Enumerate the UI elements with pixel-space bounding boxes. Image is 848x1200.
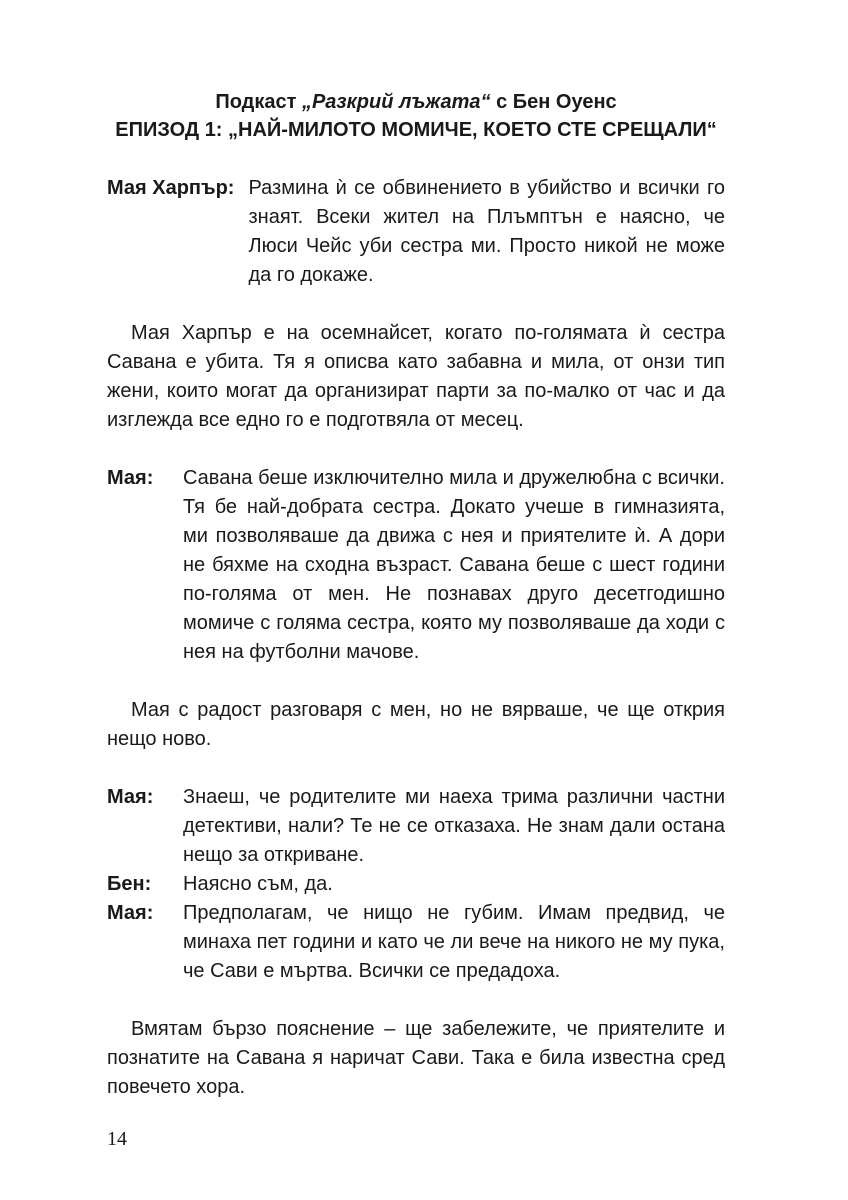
title-suffix: с Бен Оуенс [490, 91, 617, 113]
speech-text: Предполагам, че нищо не губим. Имам предвид, че минаха пет години и като че ли вече на никого не му пука, че Сави е мъртва. Всички се предадоха. [183, 902, 725, 982]
speech-text: Знаеш, че родителите ми наеха трима различни частни детективи, нали? Те не се отказаха. Не знам дали остана нещо за откриване. [183, 786, 725, 866]
title-prefix: Подкаст [215, 91, 302, 113]
speaker-label: Мая Харпър: [107, 177, 235, 199]
narration-paragraph: Мая Харпър е на осемнайсет, когато по-голямата ѝ сестра Савана е убита. Тя я описва като забавна и мила, от онзи тип жени, които могат да организират парти за по-малко от час и да изглежда все едно го е подготвяла от месец. [107, 322, 725, 431]
podcast-title [107, 88, 725, 116]
dialogue-block [107, 174, 725, 290]
dialogue-block [107, 783, 725, 986]
speaker-label: Мая: [107, 467, 154, 489]
speech-text: Размина ѝ се обвинението в убийство и всички го знаят. Всеки жител на Плъмптън е наясно, че Люси Чейс уби сестра ми. Просто никой не може да го докаже. [248, 177, 725, 286]
narration-paragraph: Вмятам бързо пояснение – ще забележите, че приятелите и познатите на Савана я наричат Сави. Така е била известна сред повечето хора. [107, 1018, 725, 1098]
speaker-label: Мая: [107, 786, 154, 808]
dialogue-block [107, 464, 725, 667]
title-italic: „Разкрий лъжата“ [301, 91, 491, 113]
narration-paragraph: Мая с радост разговаря с мен, но не вярваше, че ще открия нещо ново. [107, 699, 725, 750]
speech-text: Наясно съм, да. [183, 873, 333, 895]
page-number: 14 [107, 1128, 127, 1150]
speaker-label: Бен: [107, 873, 152, 895]
speech-text: Савана беше изключително мила и дружелюбна с всички. Тя бе най-добрата сестра. Докато учеше в гимназията, ми позволяваше да движа с нея и приятелите ѝ. А дори не бяхме на сходна възраст. Савана беше с шест години по-голяма от мен. Не познавах друго десетгодишно момиче с голяма сестра, която му позволяваше да ходи с нея на футболни мачове. [183, 467, 725, 663]
episode-title: ЕПИЗОД 1: „НАЙ-МИЛОТО МОМИЧЕ, КОЕТО СТЕ СРЕЩАЛИ“ [115, 119, 717, 141]
speaker-label: Мая: [107, 902, 154, 924]
document-page [107, 88, 725, 1102]
